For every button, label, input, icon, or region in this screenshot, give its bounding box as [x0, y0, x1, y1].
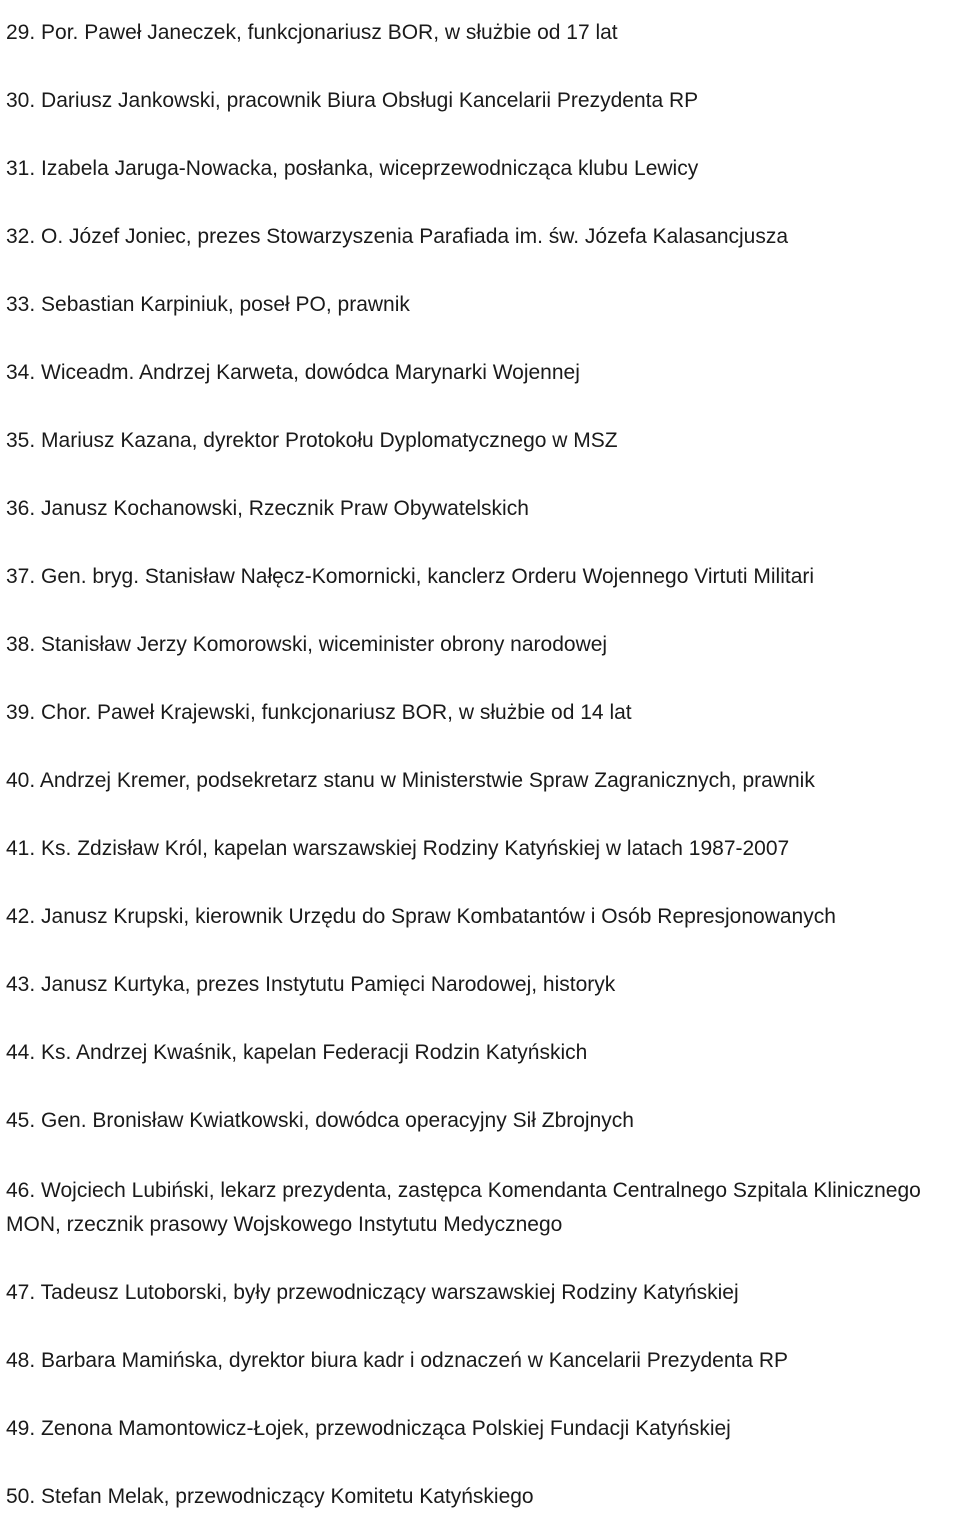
list-item: 32. O. Józef Joniec, prezes Stowarzyszenia Parafiada im. św. Józefa Kalasancjusza: [6, 225, 789, 248]
list-item: 39. Chor. Paweł Krajewski, funkcjonariusz BOR, w służbie od 14 lat: [6, 701, 632, 724]
list-item: 49. Zenona Mamontowicz-Łojek, przewodnicząca Polskiej Fundacji Katyńskiej: [6, 1417, 731, 1440]
list-item: 40. Andrzej Kremer, podsekretarz stanu w Ministerstwie Spraw Zagranicznych, prawnik: [6, 769, 815, 792]
list-item: 42. Janusz Krupski, kierownik Urzędu do Spraw Kombatantów i Osób Represjonowanych: [6, 905, 836, 928]
list-item: 37. Gen. bryg. Stanisław Nałęcz-Komornicki, kanclerz Orderu Wojennego Virtuti Militari: [6, 565, 815, 588]
list-item: 48. Barbara Mamińska, dyrektor biura kadr i odznaczeń w Kancelarii Prezydenta RP: [6, 1349, 789, 1372]
list-item: 43. Janusz Kurtyka, prezes Instytutu Pamięci Narodowej, historyk: [6, 973, 616, 996]
list-item: 29. Por. Paweł Janeczek, funkcjonariusz BOR, w służbie od 17 lat: [6, 21, 618, 44]
list-item: 47. Tadeusz Lutoborski, były przewodniczący warszawskiej Rodziny Katyńskiej: [6, 1281, 739, 1304]
list-item: 31. Izabela Jaruga-Nowacka, posłanka, wiceprzewodnicząca klubu Lewicy: [6, 157, 699, 180]
list-item: 34. Wiceadm. Andrzej Karweta, dowódca Marynarki Wojennej: [6, 361, 580, 384]
list-item: 35. Mariusz Kazana, dyrektor Protokołu Dyplomatycznego w MSZ: [6, 429, 618, 452]
list-item: 46. Wojciech Lubiński, lekarz prezydenta, zastępca Komendanta Centralnego Szpitala Klinicznego MON, rzecznik prasowy Wojskowego Instytutu Medycznego: [6, 1179, 921, 1236]
list-item: 33. Sebastian Karpiniuk, poseł PO, prawnik: [6, 293, 410, 316]
list-item: 50. Stefan Melak, przewodniczący Komitetu Katyńskiego: [6, 1485, 534, 1508]
list-item: 41. Ks. Zdzisław Król, kapelan warszawskiej Rodziny Katyńskiej w latach 1987-2007: [6, 837, 790, 860]
list-item: 44. Ks. Andrzej Kwaśnik, kapelan Federacji Rodzin Katyńskich: [6, 1041, 588, 1064]
list-item: 45. Gen. Bronisław Kwiatkowski, dowódca operacyjny Sił Zbrojnych: [6, 1109, 634, 1132]
list-item: 38. Stanisław Jerzy Komorowski, wiceminister obrony narodowej: [6, 633, 608, 656]
list-item: 36. Janusz Kochanowski, Rzecznik Praw Obywatelskich: [6, 497, 529, 520]
list-item: 30. Dariusz Jankowski, pracownik Biura Obsługi Kancelarii Prezydenta RP: [6, 89, 699, 112]
